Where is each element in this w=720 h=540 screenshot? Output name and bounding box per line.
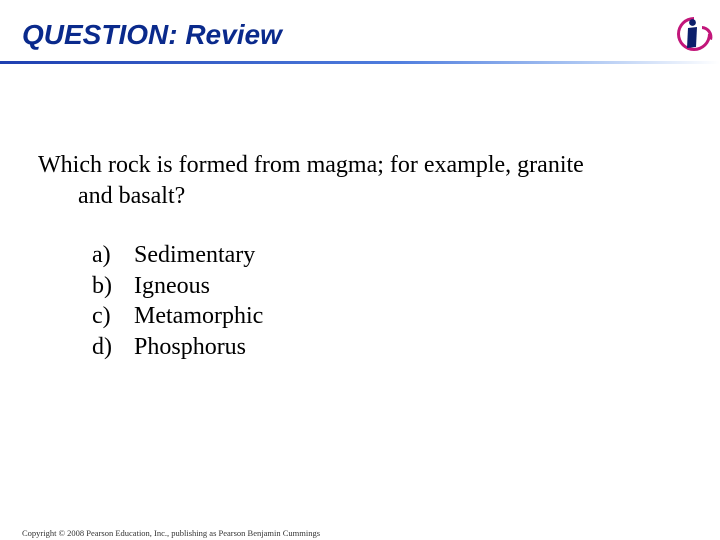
- option-d: [92, 332, 263, 363]
- info-logo-icon: [672, 14, 716, 54]
- answer-options: [92, 240, 263, 362]
- copyright-footer: Copyright © 2008 Pearson Education, Inc., publishing as Pearson Benjamin Cummings: [22, 528, 321, 538]
- option-letter: d): [92, 333, 112, 360]
- option-b: [92, 271, 263, 302]
- option-text: Metamorphic: [134, 303, 264, 329]
- option-letter: c): [92, 303, 111, 329]
- option-text: Phosphorus: [134, 333, 247, 360]
- question-line-2: and basalt?: [78, 183, 186, 209]
- option-text: Sedimentary: [134, 242, 256, 268]
- title-divider: [0, 61, 720, 64]
- option-letter: a): [92, 242, 111, 268]
- option-c: [92, 301, 263, 332]
- question-line-1: Which rock is formed from magma; for example, granite: [38, 152, 584, 178]
- option-a: [92, 240, 263, 271]
- slide-title: QUESTION: Review: [22, 19, 282, 50]
- option-letter: b): [92, 272, 112, 299]
- option-text: Igneous: [134, 272, 210, 299]
- question-text: [38, 150, 698, 212]
